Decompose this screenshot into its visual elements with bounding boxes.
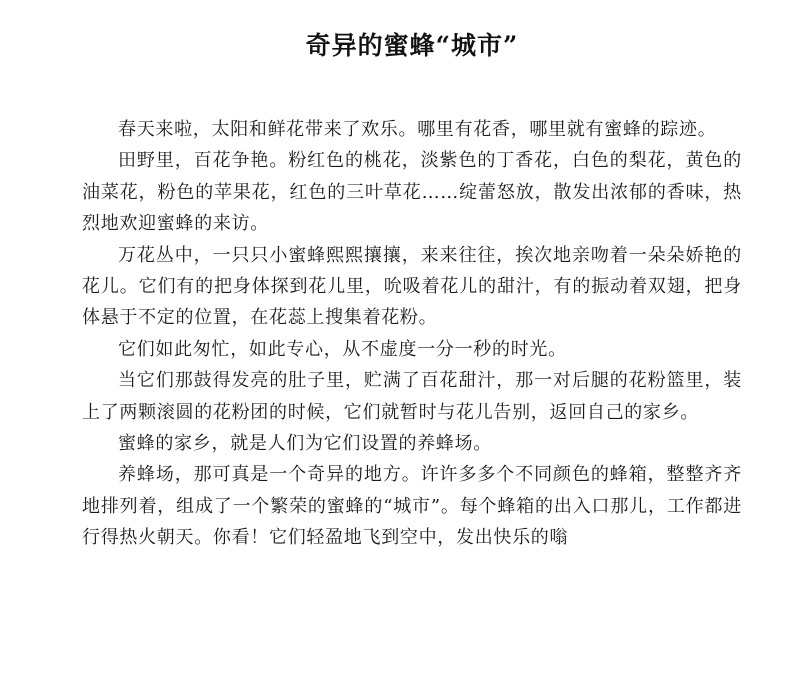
paragraph-3: 万花丛中，一只只小蜜蜂熙熙攘攘，来来往往，挨次地亲吻着一朵朵娇艳的花儿。它们有的把身体探到花儿里，吮吸着花儿的甜汁，有的振动着双翅，把身体悬于不定的位置，在花蕊上搜集着花粉。 [82,244,742,329]
paragraph-2: 田野里，百花争艳。粉红色的桃花，淡紫色的丁香花，白色的梨花，黄色的油菜花，粉色的苹果花，红色的三叶草花……绽蕾怒放，散发出浓郁的香味，热烈地欢迎蜜蜂的来访。 [82,150,742,235]
page-title: 奇异的蜜蜂“城市” [305,31,519,60]
paragraph-6: 蜜蜂的家乡，就是人们为它们设置的养蜂场。 [118,433,492,455]
paragraph-5: 当它们那鼓得发亮的肚子里，贮满了百花甜汁，那一对后腿的花粉篮里，装上了两颗滚圆的花粉团的时候，它们就暂时与花儿告别，返回自己的家乡。 [82,370,742,423]
paragraph-7: 养蜂场，那可真是一个奇异的地方。许许多多个不同颜色的蜂箱，整整齐齐地排列着，组成了一个繁荣的蜜蜂的“城市”。每个蜂箱的出入口那儿，工作都进行得热火朝天。你看！它们轻盈地飞到空中，发出快乐的嗡 [82,464,742,549]
paragraph-4: 它们如此匆忙，如此专心，从不虚度一分一秒的时光。 [118,338,567,360]
paragraph-1: 春天来啦，太阳和鲜花带来了欢乐。哪里有花香，哪里就有蜜蜂的踪迹。 [118,119,717,140]
document-body [82,114,742,554]
